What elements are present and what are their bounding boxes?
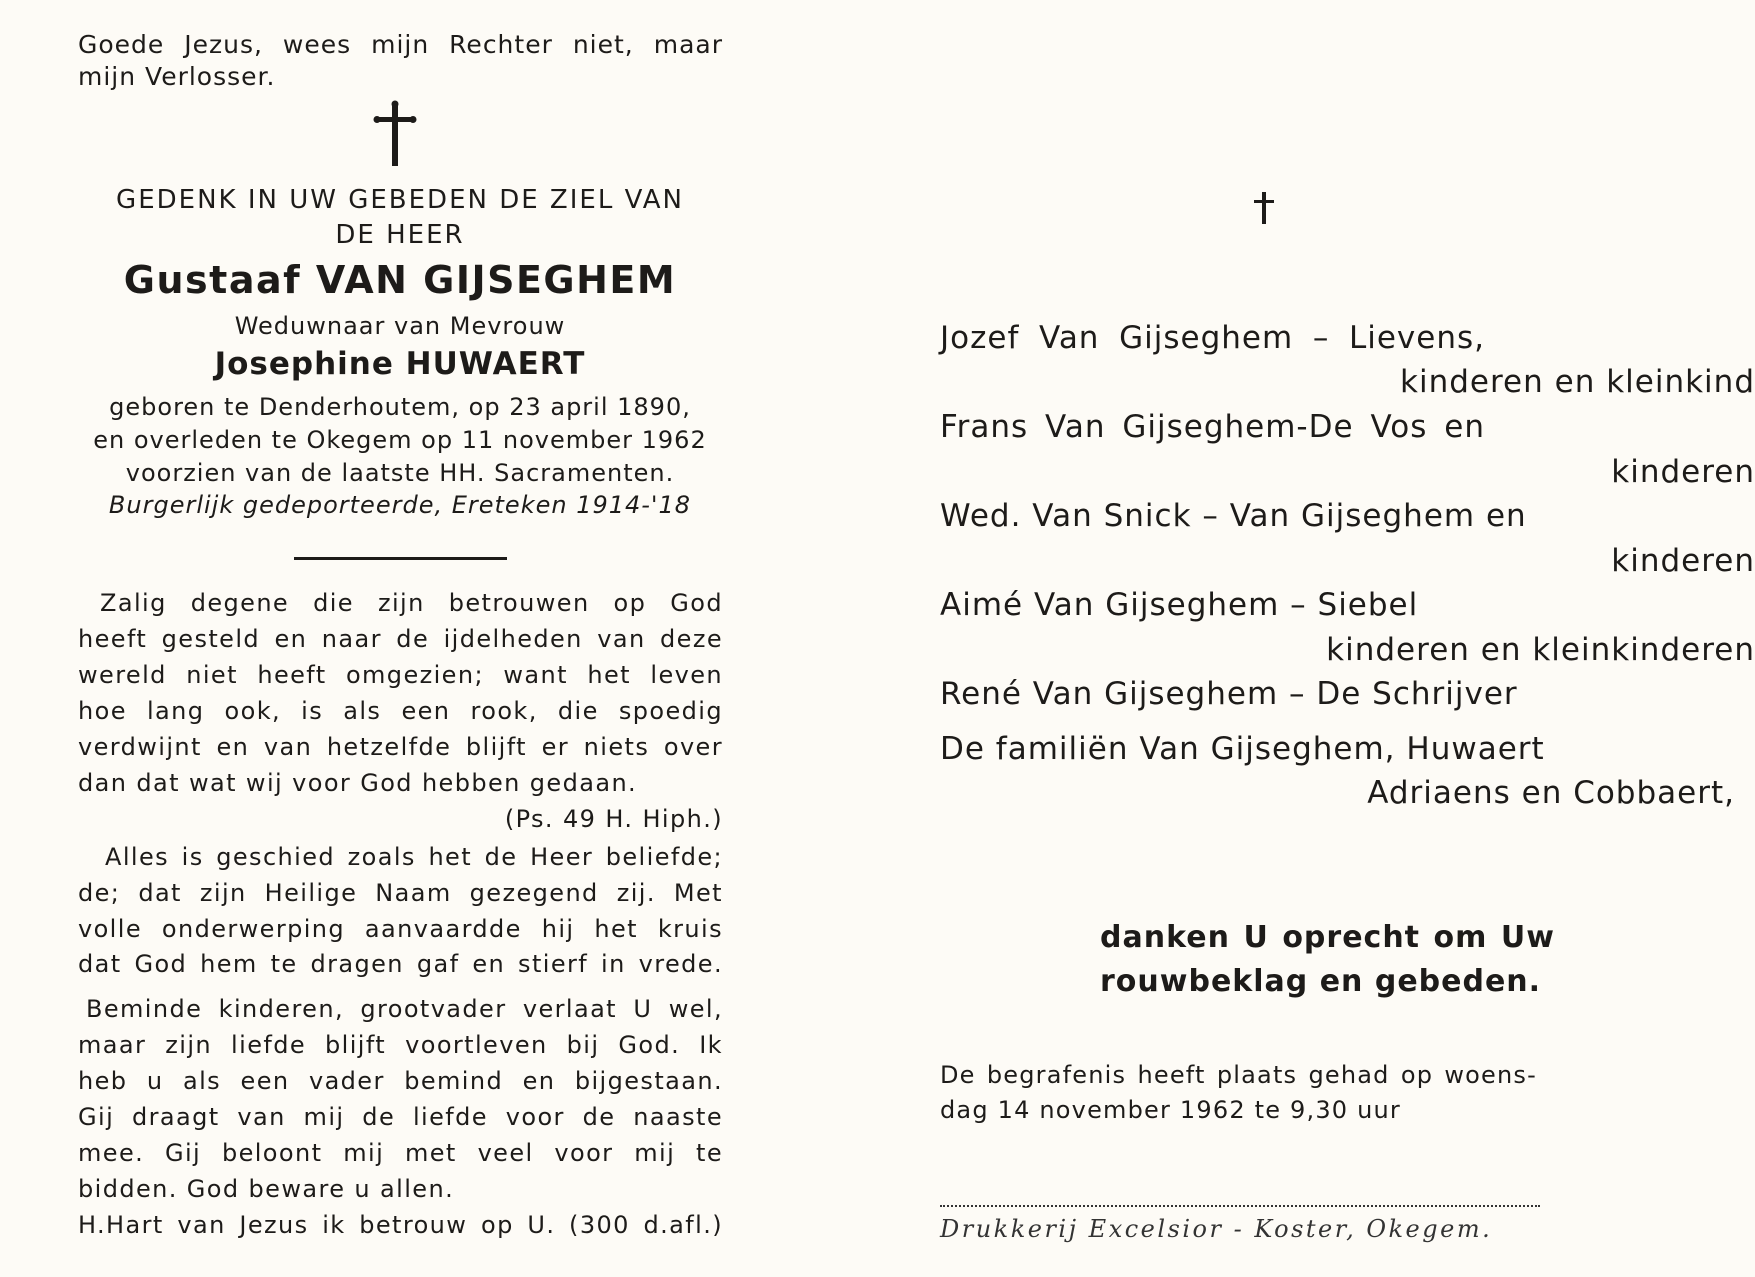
psalm-reference: (Ps. 49 H. Hiph.) xyxy=(504,805,723,833)
family-line-10: De familiën Van Gijseghem, Huwaert xyxy=(940,731,1545,767)
divider-rule xyxy=(294,557,507,560)
psalm-line-3: wereld niet heeft omgezien; want het leven xyxy=(78,661,723,689)
right-card xyxy=(840,0,1755,1277)
family-line-9: René Van Gijseghem – De Schrijver xyxy=(940,676,1518,712)
detail-sacraments: voorzien van de laatste HH. Sacramenten. xyxy=(125,459,675,487)
family-line-1: Jozef Van Gijseghem – Lievens, xyxy=(940,320,1485,356)
psalm-line-1: Zalig degene die zijn betrouwen op God xyxy=(100,589,723,617)
psalm-line-5: verdwijnt en van hetzelfde blijft er niets over xyxy=(78,733,723,761)
thanks-line-2: rouwbeklag en gebeden. xyxy=(1100,964,1542,999)
left-card xyxy=(0,0,780,1277)
spouse-name: Josephine HUWAERT xyxy=(214,346,586,382)
farewell-line-1: Beminde kinderen, grootvader verlaat U wel, xyxy=(86,995,723,1023)
acceptance-line-4: dat God hem te dragen gaf en stierf in vrede. xyxy=(78,950,723,978)
printer-credit: Drukkerij Excelsior - Koster, Okegem. xyxy=(940,1215,1493,1243)
psalm-line-6: dan dat wat wij voor God hebben gedaan. xyxy=(78,769,638,797)
deceased-name: Gustaaf VAN GIJSEGHEM xyxy=(123,258,677,302)
detail-birth: geboren te Denderhoutem, op 23 april 1890, xyxy=(109,393,691,421)
acceptance-line-1: Alles is geschied zoals het de Heer beliefde; xyxy=(105,843,723,871)
prayer-line-2: mijn Verlosser. xyxy=(78,62,276,91)
psalm-line-4: hoe lang ook, is als een rook, die spoedig xyxy=(78,697,723,725)
heading-line-2: DE HEER xyxy=(335,220,465,250)
cross-icon xyxy=(373,100,417,168)
family-line-5: Wed. Van Snick – Van Gijseghem en xyxy=(940,498,1527,534)
acceptance-line-3: volle onderwerping aanvaardde hij het kruis xyxy=(78,915,723,943)
family-line-4: kinderen xyxy=(1611,454,1755,490)
farewell-line-6: bidden. God beware u allen. xyxy=(78,1175,455,1203)
widower-line: Weduwnaar van Mevrouw xyxy=(234,312,566,340)
funeral-line-2: dag 14 november 1962 te 9,30 uur xyxy=(940,1096,1401,1124)
family-line-2: kinderen en kleinkind xyxy=(1400,364,1755,400)
family-line-6: kinderen xyxy=(1611,543,1755,579)
thanks-line-1: danken U oprecht om Uw xyxy=(1100,920,1555,955)
detail-death: en overleden te Okegem op 11 november 1962 xyxy=(93,426,707,454)
prayer-line-1: Goede Jezus, wees mijn Rechter niet, maar xyxy=(78,30,723,59)
family-line-8: kinderen en kleinkinderen xyxy=(1326,632,1755,668)
farewell-line-4: Gij draagt van mij de liefde voor de naaste xyxy=(78,1103,723,1131)
farewell-line-5: mee. Gij beloont mij met veel voor mij te xyxy=(78,1139,723,1167)
heading-line-1: GEDENK IN UW GEBEDEN DE ZIEL VAN xyxy=(116,185,684,215)
printer-rule xyxy=(940,1205,1540,1207)
indulgence-line: H.Hart van Jezus ik betrouw op U. (300 d.afl.) xyxy=(78,1211,723,1239)
funeral-line-1: De begrafenis heeft plaats gehad op woens- xyxy=(940,1061,1537,1089)
farewell-line-3: heb u als een vader bemind en bijgestaan. xyxy=(78,1067,723,1095)
family-line-11: Adriaens en Cobbaert, xyxy=(1367,775,1735,811)
family-line-7: Aimé Van Gijseghem – Siebel xyxy=(940,587,1419,623)
cross-icon-small xyxy=(1252,190,1276,226)
detail-honours: Burgerlijk gedeporteerde, Ereteken 1914-'18 xyxy=(108,491,692,519)
acceptance-line-2: de; dat zijn Heilige Naam gezegend zij. Met xyxy=(78,879,723,907)
psalm-line-2: heeft gesteld en naar de ijdelheden van deze xyxy=(78,625,723,653)
family-line-3: Frans Van Gijseghem-De Vos en xyxy=(940,409,1485,445)
farewell-line-2: maar zijn liefde blijft voortleven bij God. Ik xyxy=(78,1031,723,1059)
